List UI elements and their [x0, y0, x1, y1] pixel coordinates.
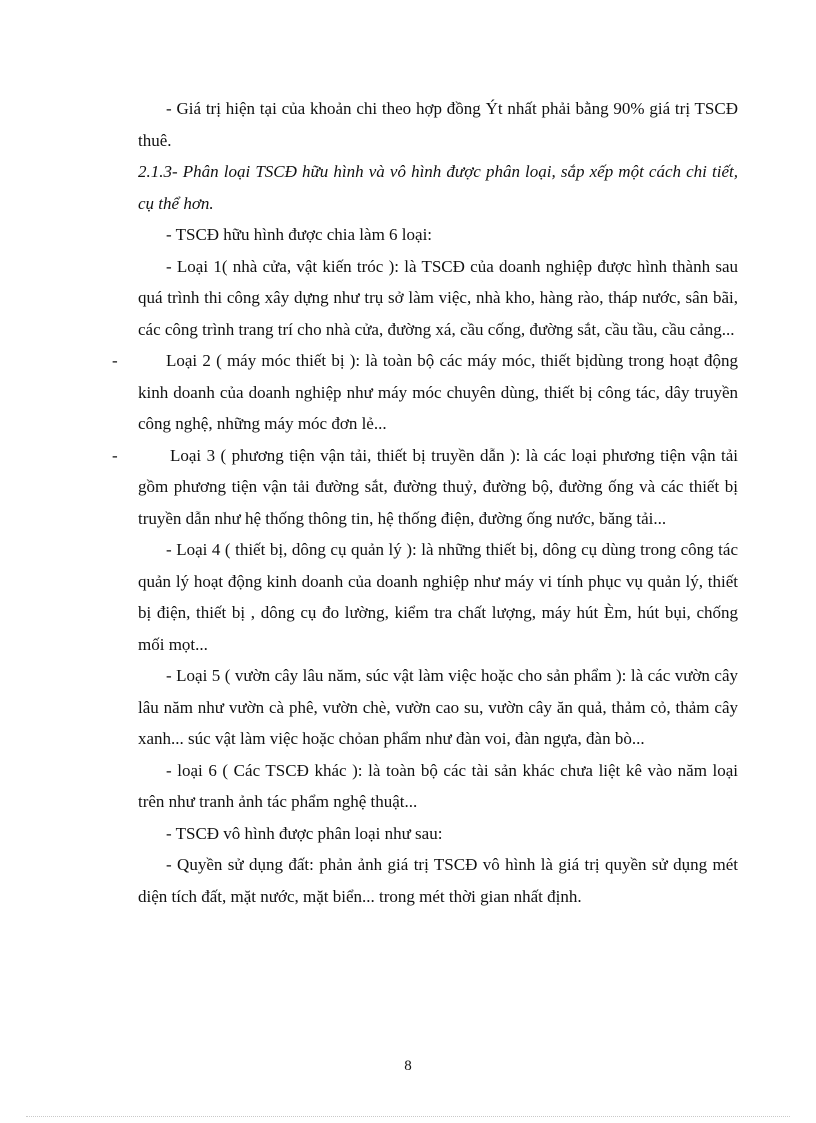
paragraph-type-4: - Loại 4 ( thiết bị, dông cụ quản lý ): là những thiết bị, dông cụ dùng trong công tác quản lý hoạt động kinh doanh của doanh nghiệp như máy vi tính phục vụ quản lý, thiết bị điện, thiết bị , dông cụ đo lường, kiểm tra chất lượng, máy hút Èm, hút bụi, chống mối mọt... — [138, 540, 738, 654]
page-bottom-divider — [26, 1116, 790, 1117]
paragraph-type-1: - Loại 1( nhà cửa, vật kiến tróc ): là TSCĐ của doanh nghiệp được hình thành sau quá trình thi công xây dựng như trụ sở làm việc, nhà kho, hàng rào, tháp nước, sân bãi, các công trình trang trí cho nhà cửa, đường xá, cầu cống, đường sắt, cầu tầu, cầu cảng... — [138, 256, 738, 339]
page-number: 8 — [404, 1058, 412, 1074]
list-item-type-3 — [112, 440, 738, 535]
bullet-dash: - — [112, 445, 118, 465]
section-heading-2-1-3: 2.1.3- Phân loại TSCĐ hữu hình và vô hình được phân loại, sắp xếp một cách chi tiết, cụ thể hơn. — [138, 162, 738, 213]
paragraph-type-6: - loại 6 ( Các TSCĐ khác ): là toàn bộ các tài sản khác chưa liệt kê vào năm loại trên như tranh ảnh tác phẩm nghệ thuật... — [138, 760, 738, 811]
page-body — [112, 93, 738, 912]
paragraph-type-3: Loại 3 ( phương tiện vận tải, thiết bị truyền dẫn ): là các loại phương tiện vận tải gồm phương tiện vận tải đường sắt, đường thuỷ, đường bộ, đường ống và các thiết bị truyền dẫn như hệ thống thông tin, hệ thống điện, đường ống nước, băng tải... — [138, 445, 738, 528]
list-item-type-2 — [112, 345, 738, 440]
paragraph-type-5: - Loại 5 ( vườn cây lâu năm, súc vật làm việc hoặc cho sản phẩm ): là các vườn cây lâu năm như vườn cà phê, vườn chè, vườn cao su, vườn cây ăn quả, thảm cỏ, thảm cây xanh... súc vật làm việc hoặc chỏan phẩm như đàn voi, đàn ngựa, đàn bò... — [138, 666, 738, 748]
paragraph-intangible-intro: - TSCĐ vô hình được phân loại như sau: — [166, 823, 443, 843]
bullet-dash: - — [112, 351, 118, 370]
paragraph-type-2: Loại 2 ( máy móc thiết bị ): là toàn bộ các máy móc, thiết bịdùng trong hoạt động kinh doanh của doanh nghiệp như máy móc chuyên dùng, thiết bị công tác, dây truyền công nghệ, những máy móc đơn lẻ... — [138, 351, 738, 433]
paragraph-lease-value: - Giá trị hiện tại của khoản chi theo hợp đồng Ýt nhất phải bằng 90% giá trị TSCĐ thuê. — [138, 99, 738, 150]
paragraph-tangible-intro: - TSCĐ hữu hình được chia làm 6 loại: — [166, 225, 433, 244]
paragraph-land-use-rights: - Quyền sử dụng đất: phản ảnh giá trị TSCĐ vô hình là giá trị quyền sử dụng mét diện tích đất, mặt nước, mặt biển... trong mét thời gian nhất định. — [138, 855, 738, 906]
